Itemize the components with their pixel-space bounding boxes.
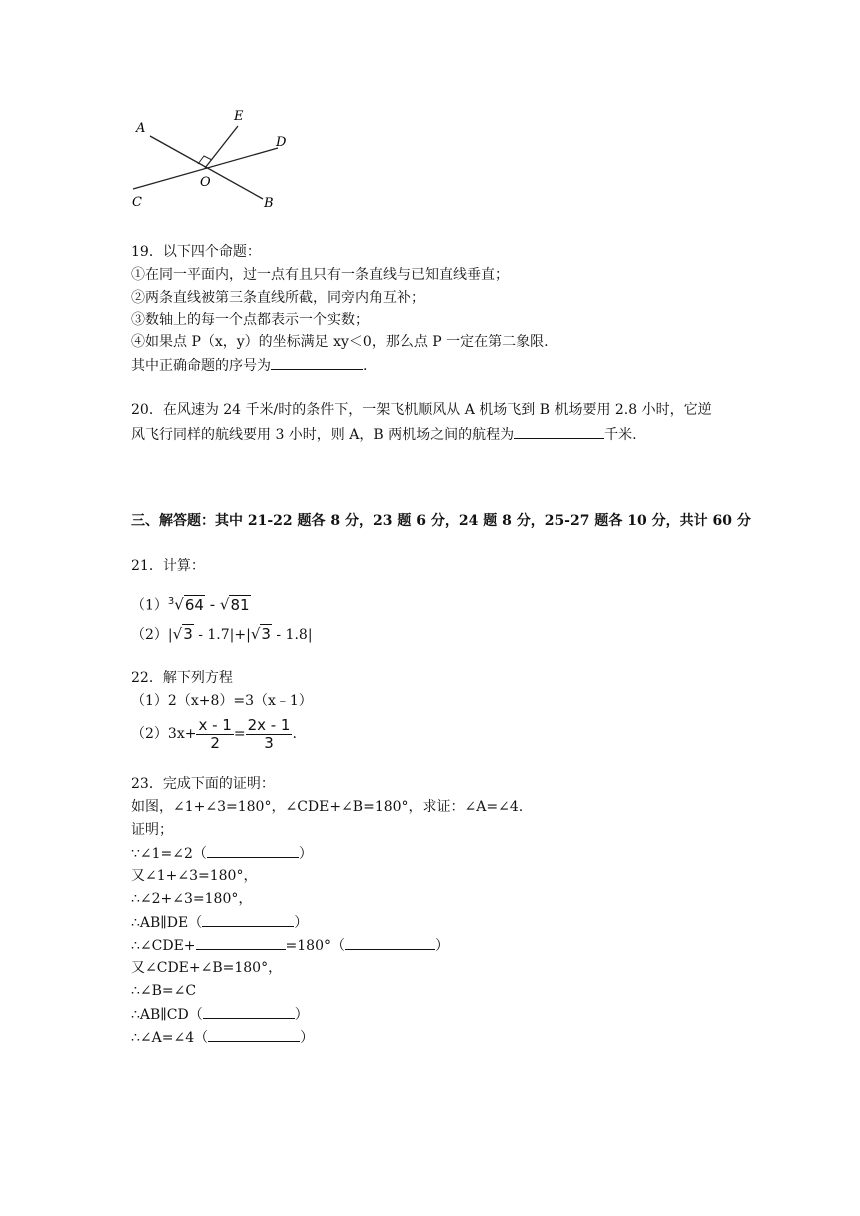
q19-item-1: ①在同一平面内，过一点有且只有一条直线与已知直线垂直； xyxy=(131,267,509,283)
radical-sign-icon: √ xyxy=(174,595,184,614)
q23-step-5-text: ∴∠CDE+ xyxy=(131,938,196,954)
q23-step-5-mid: =180°（ xyxy=(285,938,345,954)
q19-prompt-end: . xyxy=(363,358,368,374)
radical-sign-icon: √ xyxy=(172,625,183,643)
q23-step-7: ∴∠B=∠C xyxy=(131,983,197,999)
q20-line-2-text: 风飞行同样的航线要用 3 小时，则 A，B 两机场之间的航程为 xyxy=(131,427,515,443)
q23-step-4-text: ∴AB∥DE（ xyxy=(131,915,203,931)
q23-step-5-end: ） xyxy=(434,938,449,954)
q23-blank-6[interactable] xyxy=(208,1027,300,1042)
q19-item-2: ②两条直线被第三条直线所截，同旁内角互补； xyxy=(131,290,425,306)
q19-prompt-text: 其中正确命题的序号为 xyxy=(131,358,271,374)
q19-item-3: ③数轴上的每一个点都表示一个实数； xyxy=(131,312,369,328)
q23-blank-4[interactable] xyxy=(345,935,435,950)
q23-title: 23．完成下面的证明： xyxy=(131,776,275,792)
q23-step-2: 又∠1+∠3=180°， xyxy=(131,868,258,884)
radicand-64: 64 xyxy=(184,595,204,614)
q20-unit: 千米. xyxy=(604,427,637,443)
q23-step-1-end: ） xyxy=(298,846,313,862)
q19-title: 19．以下四个命题： xyxy=(131,244,261,260)
label-b: B xyxy=(264,196,274,211)
q22-part-2-label: （2）3x+ xyxy=(131,726,197,742)
q23-step-9-end: ） xyxy=(300,1030,315,1046)
q22-part-1: （1）2（x+8）=3（x﹣1） xyxy=(131,693,313,709)
q23-step-1-text: ∵∠1=∠2（ xyxy=(131,846,207,862)
q23-blank-5[interactable] xyxy=(203,1004,295,1019)
fraction-2-denominator: 3 xyxy=(264,733,274,752)
q22-part-2-end: . xyxy=(292,726,297,742)
q21-part-2-label: （2） xyxy=(131,627,168,643)
q19-item-4: ④如果点 P（x，y）的坐标满足 xy＜0，那么点 P 一定在第二象限. xyxy=(131,334,549,350)
fraction-1-denominator: 2 xyxy=(210,733,220,752)
fraction-2-numerator: 2x - 1 xyxy=(247,715,291,734)
radical-sign-icon: √ xyxy=(250,625,261,643)
label-a: A xyxy=(136,121,146,136)
fraction-1 xyxy=(196,717,233,752)
ray-oe xyxy=(205,126,238,168)
q23-step-5 xyxy=(131,935,449,956)
q23-step-9-text: ∴∠A=∠4（ xyxy=(131,1030,209,1046)
q23-step-4-end: ） xyxy=(294,915,309,931)
radicand-81: 81 xyxy=(230,595,250,614)
q23-step-9 xyxy=(131,1027,314,1048)
minus-sign: - xyxy=(204,595,220,614)
q22-part-2 xyxy=(131,714,297,754)
label-c: C xyxy=(132,195,142,210)
q21-title: 21．计算： xyxy=(131,558,205,574)
q21-part-1-label: （1） xyxy=(131,597,168,614)
q21-part-1 xyxy=(131,590,251,614)
q23-blank-2[interactable] xyxy=(202,912,294,927)
q23-blank-1[interactable] xyxy=(207,843,299,858)
q20-answer-blank[interactable] xyxy=(514,424,604,439)
q21-part-2-end: - 1.8| xyxy=(271,627,313,643)
q20-line-2 xyxy=(131,424,637,445)
q21-part-2 xyxy=(131,622,313,646)
q22-title: 22．解下列方程 xyxy=(131,670,233,686)
label-d: D xyxy=(276,135,287,150)
q23-step-4 xyxy=(131,912,308,933)
fraction-2 xyxy=(246,717,293,752)
fraction-1-numerator: x - 1 xyxy=(198,715,232,734)
q23-step-1 xyxy=(131,843,313,864)
q19-answer-blank[interactable] xyxy=(271,355,363,370)
q23-proof-label: 证明； xyxy=(131,822,173,838)
q23-step-3: ∴∠2+∠3=180°， xyxy=(131,891,253,907)
abs-bar: | xyxy=(167,627,173,643)
label-o: O xyxy=(200,175,211,190)
q23-blank-3[interactable] xyxy=(196,935,286,950)
q23-step-8 xyxy=(131,1004,309,1025)
q23-step-8-text: ∴AB∥CD（ xyxy=(131,1007,203,1023)
label-e: E xyxy=(234,109,244,124)
radical-sign-icon: √ xyxy=(219,595,230,614)
section3-heading: 三、解答题：其中 21-22 题各 8 分，23 题 6 分，24 题 8 分，25-27 题各 10 分，共计 60 分 xyxy=(131,513,751,529)
radicand-3b: 3 xyxy=(261,625,271,643)
q23-given: 如图，∠1+∠3=180°，∠CDE+∠B=180°，求证：∠A=∠4. xyxy=(131,799,524,815)
q20-line-1: 20．在风速为 24 千米/时的条件下，一架飞机顺风从 A 机场飞到 B 机场要用 2.8 小时，它逆 xyxy=(131,402,712,418)
q23-step-6: 又∠CDE+∠B=180°， xyxy=(131,960,283,976)
cube-root-index: 3 xyxy=(167,596,175,607)
radicand-3a: 3 xyxy=(183,625,193,643)
equals-sign: = xyxy=(233,726,246,742)
q23-step-8-end: ） xyxy=(294,1007,309,1023)
q19-prompt xyxy=(131,355,367,376)
q21-part-2-middle: - 1.7|+| xyxy=(193,627,251,643)
geometry-figure xyxy=(128,104,293,214)
